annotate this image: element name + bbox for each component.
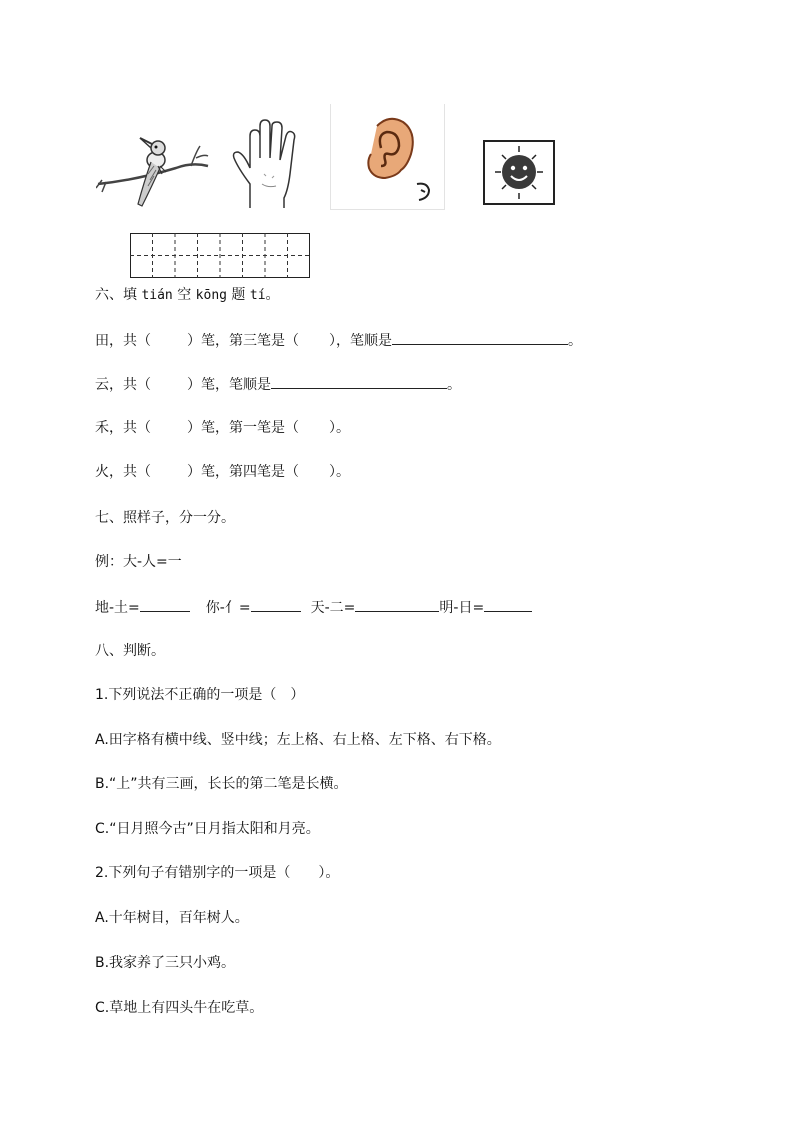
- question-yun: [95, 374, 461, 395]
- item-text: 天-二=: [310, 600, 356, 616]
- section7-items: [95, 597, 532, 618]
- title-text: 空: [172, 287, 196, 303]
- title-text: 题: [226, 287, 250, 303]
- q-text: 。: [447, 377, 461, 393]
- q-text: ）笔，第四笔是（: [187, 464, 299, 480]
- answer-blank[interactable]: [251, 597, 301, 612]
- question-tian: [95, 330, 582, 351]
- section7-example: 例：大-人=一: [95, 554, 182, 570]
- option-1b[interactable]: B.“上”共有三画，长长的第二笔是长横。: [95, 776, 348, 792]
- item-text: 你-亻=: [205, 600, 251, 616]
- answer-blank[interactable]: [140, 597, 190, 612]
- q-text: 禾，共（: [95, 420, 151, 436]
- ear-picture: [330, 104, 445, 210]
- stroke-order-blank[interactable]: [392, 330, 568, 345]
- pinyin-ti: tí: [249, 288, 266, 303]
- q-text: 火，共（: [95, 464, 151, 480]
- answer-blank[interactable]: [355, 597, 439, 612]
- q-text: 田，共（: [95, 333, 151, 349]
- q-text: ）笔，第一笔是（: [187, 420, 299, 436]
- q-text: ）笔，笔顺是: [187, 377, 271, 393]
- sun-picture: [483, 140, 555, 205]
- section7-title: 七、照样子，分一分。: [95, 510, 235, 526]
- question-2: 2.下列句子有错别字的一项是（ ）。: [95, 865, 340, 881]
- answer-blank[interactable]: [484, 597, 532, 612]
- section8-title: 八、判断。: [95, 643, 165, 659]
- option-2b[interactable]: B.我家养了三只小鸡。: [95, 955, 236, 971]
- q-text: ）。: [329, 464, 350, 480]
- section6-title: [95, 285, 280, 306]
- q-text: ）笔，第三笔是（: [187, 333, 299, 349]
- q-text: ），笔顺是: [329, 333, 392, 349]
- option-1c[interactable]: C.“日月照今古”日月指太阳和月亮。: [95, 821, 320, 837]
- option-2a[interactable]: A.十年树目，百年树人。: [95, 910, 249, 926]
- item-text: 明-日=: [439, 600, 485, 616]
- option-1a[interactable]: A.田字格有横中线、竖中线；左上格、右上格、左下格、右下格。: [95, 732, 501, 748]
- stroke-order-blank[interactable]: [271, 374, 447, 389]
- pinyin-kong: kōng: [195, 288, 227, 303]
- q-text: ）。: [329, 420, 350, 436]
- hand-picture: [232, 118, 312, 212]
- q-text: 云，共（: [95, 377, 151, 393]
- title-text: 。: [265, 287, 280, 303]
- option-2c[interactable]: C.草地上有四头牛在吃草。: [95, 1000, 264, 1016]
- title-text: 六、填: [95, 287, 142, 303]
- item-text: 地-土=: [95, 600, 140, 616]
- question-he: [95, 418, 350, 438]
- pinyin-tian: tián: [141, 288, 173, 303]
- bird-picture: [96, 122, 212, 210]
- question-1: 1.下列说法不正确的一项是（ ）: [95, 687, 305, 703]
- q-text: 。: [568, 333, 582, 349]
- question-huo: [95, 462, 350, 482]
- writing-grid: [130, 233, 310, 278]
